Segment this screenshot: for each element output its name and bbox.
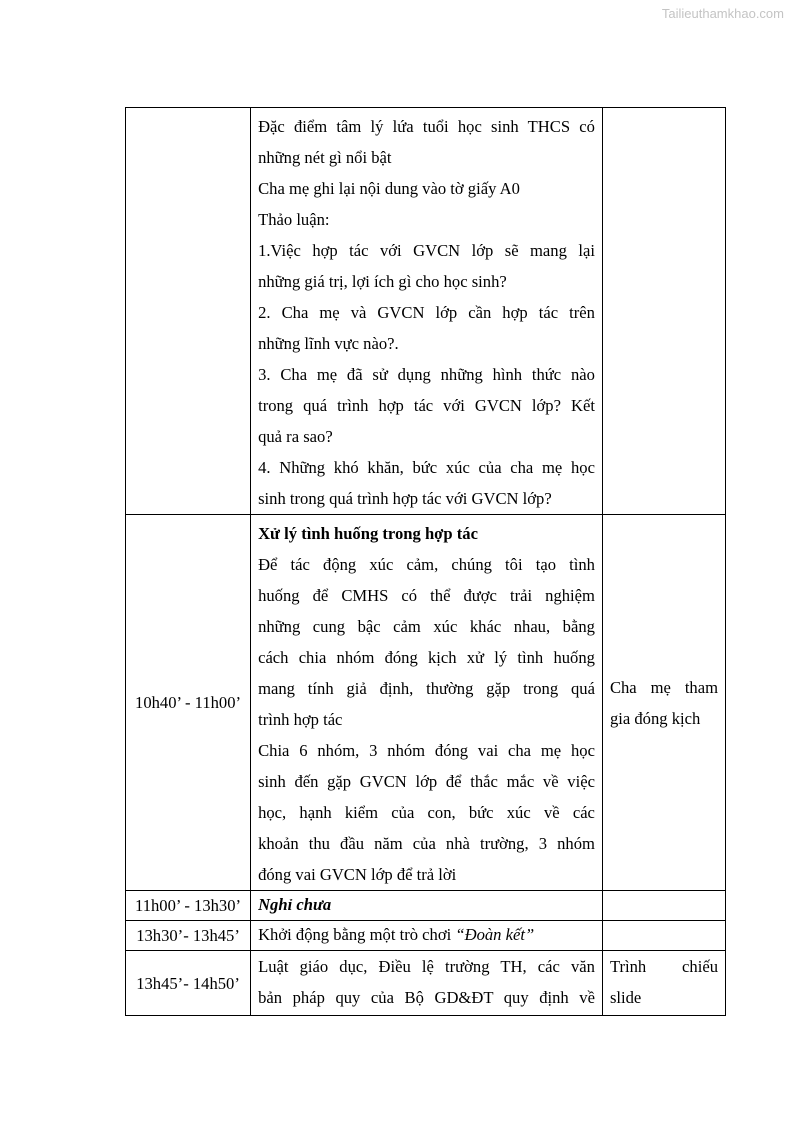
text-line: những cung bậc cảm xúc khác nhau, bằng — [258, 617, 595, 636]
text-line: những giá trị, lợi ích gì cho học sinh? — [258, 272, 507, 291]
text-line: khoản thu đầu năm của nhà trường, 3 nhóm — [258, 834, 595, 853]
table-row — [126, 921, 726, 951]
watermark: Tailieuthamkhao.com — [661, 6, 784, 21]
time-cell: 10h40’ - 11h00’ — [126, 515, 251, 891]
text-line: sinh đến gặp GVCN lớp để thắc mắc về việc — [258, 772, 595, 791]
note-cell — [602, 108, 725, 515]
text-line: những lĩnh vực nào?. — [258, 334, 399, 353]
text-line: học, hạnh kiểm của con, bức xúc về các — [258, 803, 595, 822]
table-row — [126, 108, 726, 515]
text-line: gia đóng kịch — [609, 708, 701, 728]
text-line: quả ra sao? — [258, 427, 333, 446]
text-line: 4. Những khó khăn, bức xúc của cha mẹ học — [258, 458, 595, 477]
table-row — [126, 515, 726, 891]
game-name: “Đoàn kết” — [455, 925, 535, 944]
content-cell — [251, 951, 603, 1016]
text-line: huống để CMHS có thể được trải nghiệm — [258, 586, 595, 605]
text-line: bản pháp quy của Bộ GD&ĐT quy định về — [258, 988, 595, 1007]
note-cell — [602, 515, 725, 891]
content-cell — [251, 891, 603, 921]
text-line: Trình chiếu — [609, 957, 718, 976]
note-cell — [602, 891, 725, 921]
time-cell: 11h00’ - 13h30’ — [126, 891, 251, 921]
text-line: Luật giáo dục, Điều lệ trường TH, các văn — [258, 957, 595, 976]
content-cell — [251, 108, 603, 515]
schedule-table — [125, 107, 726, 1016]
text-line: Đặc điểm tâm lý lứa tuổi học sinh THCS có — [258, 117, 595, 136]
text-line: sinh trong quá trình hợp tác với GVCN lớp? — [258, 489, 552, 508]
table-row — [126, 951, 726, 1016]
content-cell — [251, 515, 603, 891]
text-line: 1.Việc hợp tác với GVCN lớp sẽ mang lại — [258, 241, 595, 260]
text-line: 2. Cha mẹ và GVCN lớp cần hợp tác trên — [258, 303, 595, 322]
time-cell: 13h45’- 14h50’ — [126, 951, 251, 1016]
break-label: Nghỉ chưa — [258, 895, 332, 914]
text-line: Xử lý tình huống trong hợp tác — [258, 524, 478, 543]
note-cell — [602, 921, 725, 951]
text-line: 3. Cha mẹ đã sử dụng những hình thức nào — [258, 365, 595, 384]
text-line: mang tính giả định, thường gặp trong quá — [258, 679, 595, 698]
text-line: Chia 6 nhóm, 3 nhóm đóng vai cha mẹ học — [258, 741, 595, 760]
text-line: Cha mẹ ghi lại nội dung vào tờ giấy A0 — [258, 179, 520, 198]
text-line: Thảo luận: — [258, 210, 330, 229]
text-line: cách chia nhóm đóng kịch xử lý tình huống — [258, 648, 595, 667]
time-cell: 13h30’- 13h45’ — [126, 921, 251, 951]
text-line: slide — [609, 988, 642, 1007]
text-line: trong quá trình hợp tác với GVCN lớp? Kết — [258, 396, 595, 415]
note-cell — [602, 951, 725, 1016]
text-line: trình hợp tác — [258, 710, 343, 729]
text-line: những nét gì nổi bật — [258, 148, 392, 167]
text-line: đóng vai GVCN lớp để trả lời — [258, 865, 457, 884]
content-text: Khởi động bằng một trò chơi — [258, 925, 456, 944]
table-row — [126, 891, 726, 921]
text-line: Cha mẹ tham — [609, 677, 718, 697]
time-cell — [126, 108, 251, 515]
content-cell — [251, 921, 603, 951]
text-line: Để tác động xúc cảm, chúng tôi tạo tình — [258, 555, 595, 574]
